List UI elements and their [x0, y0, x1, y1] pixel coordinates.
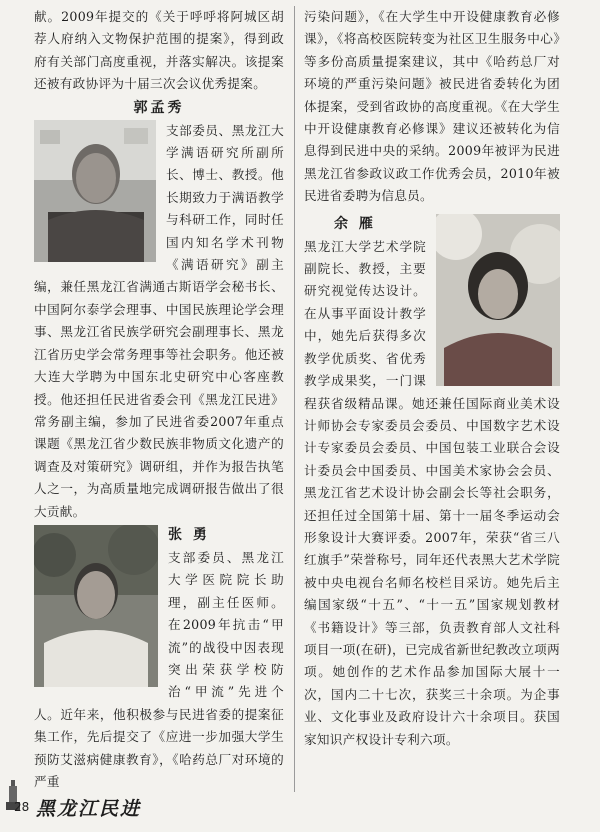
- portrait-zhang-image: [34, 525, 158, 687]
- profile-name-zhang: 张 勇: [168, 526, 210, 543]
- magazine-title: 黑龙江民进: [36, 798, 142, 820]
- portrait-photo-guo: [34, 120, 156, 262]
- intro-paragraph: 献。2009年提交的《关于呼呼将阿城区胡荐人府纳入文物保护范围的提案》，得到政府有关部门高度重视，并落实解决。该提案还被有政协评为十届三次会议优秀提案。: [34, 9, 284, 92]
- page-footer: [0, 790, 600, 832]
- portrait-yu-image: [436, 214, 560, 386]
- page-number: 28: [14, 800, 30, 814]
- profile-name-yu: 余 雁: [334, 215, 376, 232]
- continued-paragraph: 污染问题》，《在大学生中开设健康教育必修课》，《将高校医院转变为社区卫生服务中心》等多份高质量提案建议，其中《哈药总厂对环境的严重污染问题》被民进省委转化为团体提案，受到省政协的高度重视。《在大学生中开设健康教育必修课》建议还被转化为信息得到民进中央的采纳。2009年被评为民进黑龙江省参政议政工作优秀会员，2010年被民进省委聘为信息员。: [304, 9, 560, 204]
- profile-text-guo: 支部委员、黑龙江大学满语研究所副所长、博士、教授。他长期致力于满语教学与科研工作，同时任国内知名学术刊物《满语研究》副主编，兼任黑龙江省满通古斯语学会秘书长、中国阿尔泰学会理事、中国民族理论学会理事、黑龙江省民族学研究会副理事长、黑龙江省历史学会常务理事等社会职务。他还被大连大学聘为中国东北史研究中心客座教授。他还担任民进省委会刊《黑龙江民进》常务副主编，参加了民进省委2007年重点课题《黑龙江省少数民族非物质文化遗产的调查及对策研究》调研组，并作为报告执笔人之一，为高质量地完成调研报告做出了很大贡献。: [34, 122, 284, 519]
- portrait-photo-zhang: [34, 525, 158, 687]
- column-divider: [294, 6, 295, 792]
- profile-text-zhang: 支部委员、黑龙江大学医院院长助理，副主任医师。在2009年抗击“甲流”的战役中因表现突出荣获学校防治“甲流”先进个人。近年来，他积极参与民进省委的提案征集工作，先后提交了《应进一步加强大学生预防艾滋病健康教育》，《哈药总厂对环境的严重: [34, 549, 284, 789]
- left-column: [34, 6, 284, 793]
- profile-name-guo: 郭孟秀: [133, 99, 185, 116]
- portrait-guo-image: [34, 120, 156, 262]
- right-column: [304, 6, 560, 751]
- portrait-photo-yu: [436, 214, 560, 386]
- profile-text-yu: 黑龙江大学艺术学院副院长、教授，主要研究视觉传达设计。在从事平面设计教学中，她先后获得多次教学优质奖、省优秀教学成果奖，一门课程获省级精品课。她还兼任国际商业美术设计师协会专家委员会委员、中国数字艺术设计专家委员会委员、中国包装工业联合会设计委员会中国委员、中国美术家协会会员、黑龙江省艺术设计协会副会长等社会职务，还担任过全国第十届、第十一届冬季运动会形象设计大赛评委。2007年，荣获“省三八红旗手”荣誉称号，同年还代表黑大艺术学院被中央电视台名师名校栏目采访。她先后主编国家级“十五”、“十一五”国家规划教材《书籍设计》等三部，负责教育部人文社科项目一项(在研)，已完成省新世纪教改立项两项。她创作的艺术作品参加国际大展十一次，国内二十七次，获奖三十余项。为企事业、文化事业及政府设计六十余项目。获国家知识产权设计专利六项。: [304, 238, 560, 747]
